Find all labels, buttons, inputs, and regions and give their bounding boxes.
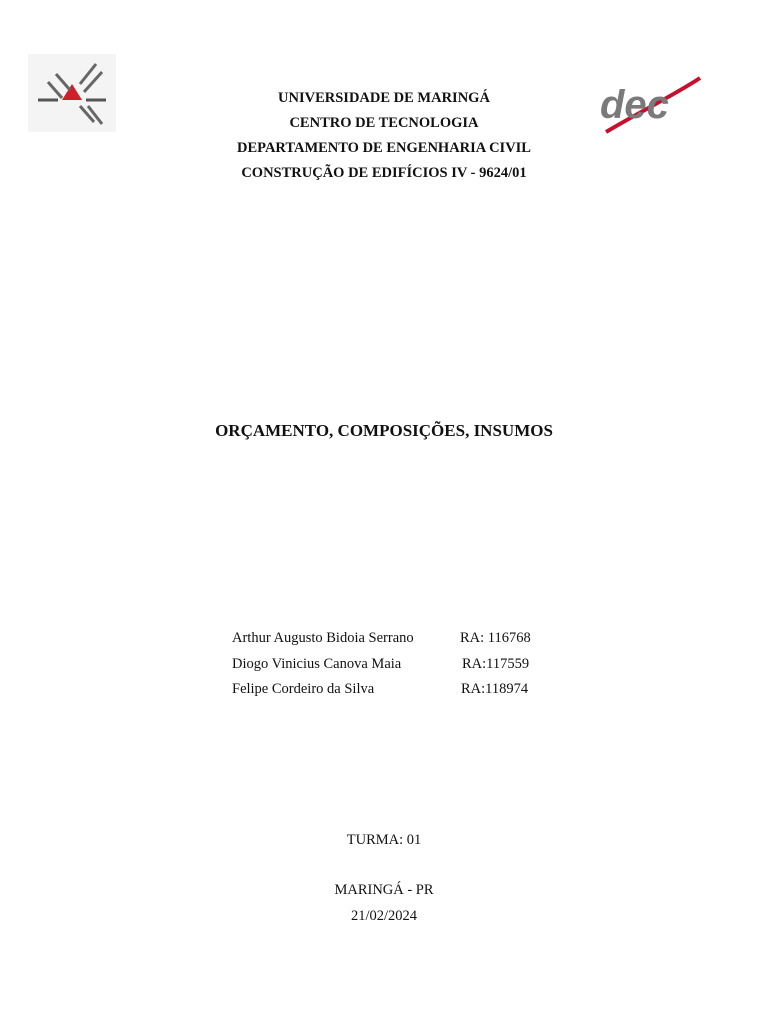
author-row — [232, 630, 552, 656]
date-label: 21/02/2024 — [350, 908, 418, 924]
document-header — [0, 86, 768, 186]
city-label: MARINGÁ - PR — [334, 882, 434, 898]
author-name: Diogo Vinicius Canova Maia — [232, 655, 402, 672]
author-ra: RA: 116768 — [460, 630, 531, 646]
author-name: Arthur Augusto Bidoia Serrano — [232, 630, 414, 646]
author-row — [232, 656, 552, 682]
author-row — [232, 681, 552, 707]
university-name: UNIVERSIDADE DE MARINGÁ — [278, 90, 490, 106]
author-ra: RA:117559 — [462, 655, 530, 672]
dec-logo-text: dec — [600, 83, 669, 127]
authors-list — [232, 630, 552, 707]
author-name: Felipe Cordeiro da Silva — [232, 681, 375, 697]
center-name: CENTRO DE TECNOLOGIA — [289, 115, 479, 131]
course-name: CONSTRUÇÃO DE EDIFÍCIOS IV - 9624/01 — [241, 165, 527, 181]
department-name: DEPARTAMENTO DE ENGENHARIA CIVIL — [237, 140, 531, 156]
class-label: TURMA: 01 — [346, 832, 422, 848]
author-ra: RA:118974 — [461, 681, 529, 697]
document-title: ORÇAMENTO, COMPOSIÇÕES, INSUMOS — [215, 421, 553, 440]
